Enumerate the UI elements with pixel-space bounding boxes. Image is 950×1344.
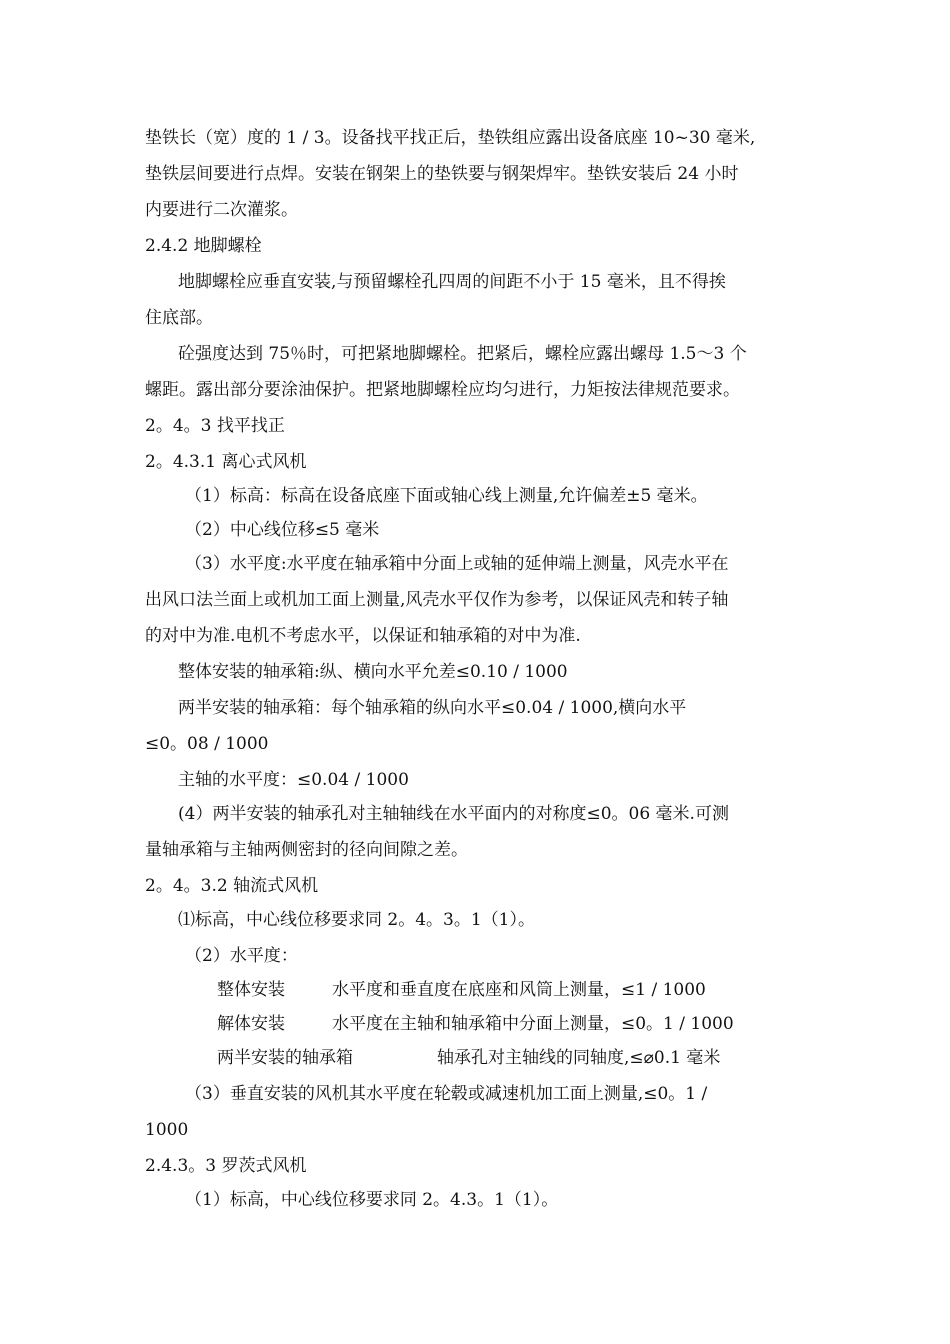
table-row: [217, 978, 706, 1002]
paragraph-line: 出风口法兰面上或机加工面上测量,风壳水平仅作为参考，以保证风壳和转子轴: [145, 590, 729, 610]
paragraph-line: 垫铁层间要进行点焊。安装在钢架上的垫铁要与钢架焊牢。垫铁安装后 24 小时: [145, 164, 739, 184]
row-value: 水平度在主轴和轴承箱中分面上测量，≤0。1 / 1000: [332, 1014, 734, 1034]
paragraph-line: （3）垂直安装的风机其水平度在轮毂或减速机加工面上测量,≤0。1 /: [185, 1084, 708, 1104]
paragraph-line: 垫铁长（宽）度的 1 / 3。设备找平找正后，垫铁组应露出设备底座 10~30 毫米,: [145, 128, 756, 148]
section-heading: 2.4.2 地脚螺栓: [145, 236, 262, 256]
paragraph-line: 砼强度达到 75％时，可把紧地脚螺栓。把紧后，螺栓应露出螺母 1.5～3 个: [178, 344, 747, 364]
paragraph-line: （1）标高，中心线位移要求同 2。4.3。1（1）。: [185, 1190, 559, 1210]
paragraph-line: （2）水平度：: [185, 946, 298, 966]
paragraph-line: 量轴承箱与主轴两侧密封的径向间隙之差。: [145, 840, 468, 860]
table-row: [217, 1046, 721, 1070]
paragraph-line: 1000: [145, 1120, 189, 1140]
paragraph-line: 地脚螺栓应垂直安装,与预留螺栓孔四周的间距不小于 15 毫米，且不得挨: [178, 272, 726, 292]
paragraph-line: 主轴的水平度：≤0.04 / 1000: [178, 770, 409, 790]
section-heading: 2。4.3.1 离心式风机: [145, 452, 307, 472]
table-row: [217, 1012, 734, 1036]
row-label: 整体安装: [217, 980, 285, 1000]
paragraph-line: 住底部。: [145, 308, 213, 328]
paragraph-line: 内要进行二次灌浆。: [145, 200, 298, 220]
paragraph-line: 整体安装的轴承箱:纵、横向水平允差≤0.10 / 1000: [178, 662, 568, 682]
section-heading: 2.4.3。3 罗茨式风机: [145, 1156, 307, 1176]
paragraph-line: (4）两半安装的轴承孔对主轴轴线在水平面内的对称度≤0。06 毫米.可测: [178, 804, 729, 824]
paragraph-line: （2）中心线位移≤5 毫米: [185, 520, 380, 540]
row-label: 解体安装: [217, 1014, 285, 1034]
paragraph-line: ≤0。08 / 1000: [145, 734, 269, 754]
row-value: 轴承孔对主轴线的同轴度,≤⌀0.1 毫米: [437, 1048, 721, 1068]
paragraph-line: 螺距。露出部分要涂油保护。把紧地脚螺栓应均匀进行，力矩按法律规范要求。: [145, 380, 740, 400]
section-heading: 2。4。3.2 轴流式风机: [145, 876, 319, 896]
section-heading: 2。4。3 找平找正: [145, 416, 285, 436]
paragraph-line: （3）水平度:水平度在轴承箱中分面上或轴的延伸端上测量，风壳水平在: [185, 554, 729, 574]
paragraph-line: 的对中为准.电机不考虑水平，以保证和轴承箱的对中为准.: [145, 626, 581, 646]
row-value: 水平度和垂直度在底座和风筒上测量，≤1 / 1000: [332, 980, 706, 1000]
paragraph-line: （1）标高：标高在设备底座下面或轴心线上测量,允许偏差±5 毫米。: [185, 486, 708, 506]
row-label: 两半安装的轴承箱: [217, 1048, 353, 1068]
paragraph-line: ⑴标高，中心线位移要求同 2。4。3。1（1）。: [178, 910, 535, 930]
paragraph-line: 两半安装的轴承箱：每个轴承箱的纵向水平≤0.04 / 1000,横向水平: [178, 698, 687, 718]
